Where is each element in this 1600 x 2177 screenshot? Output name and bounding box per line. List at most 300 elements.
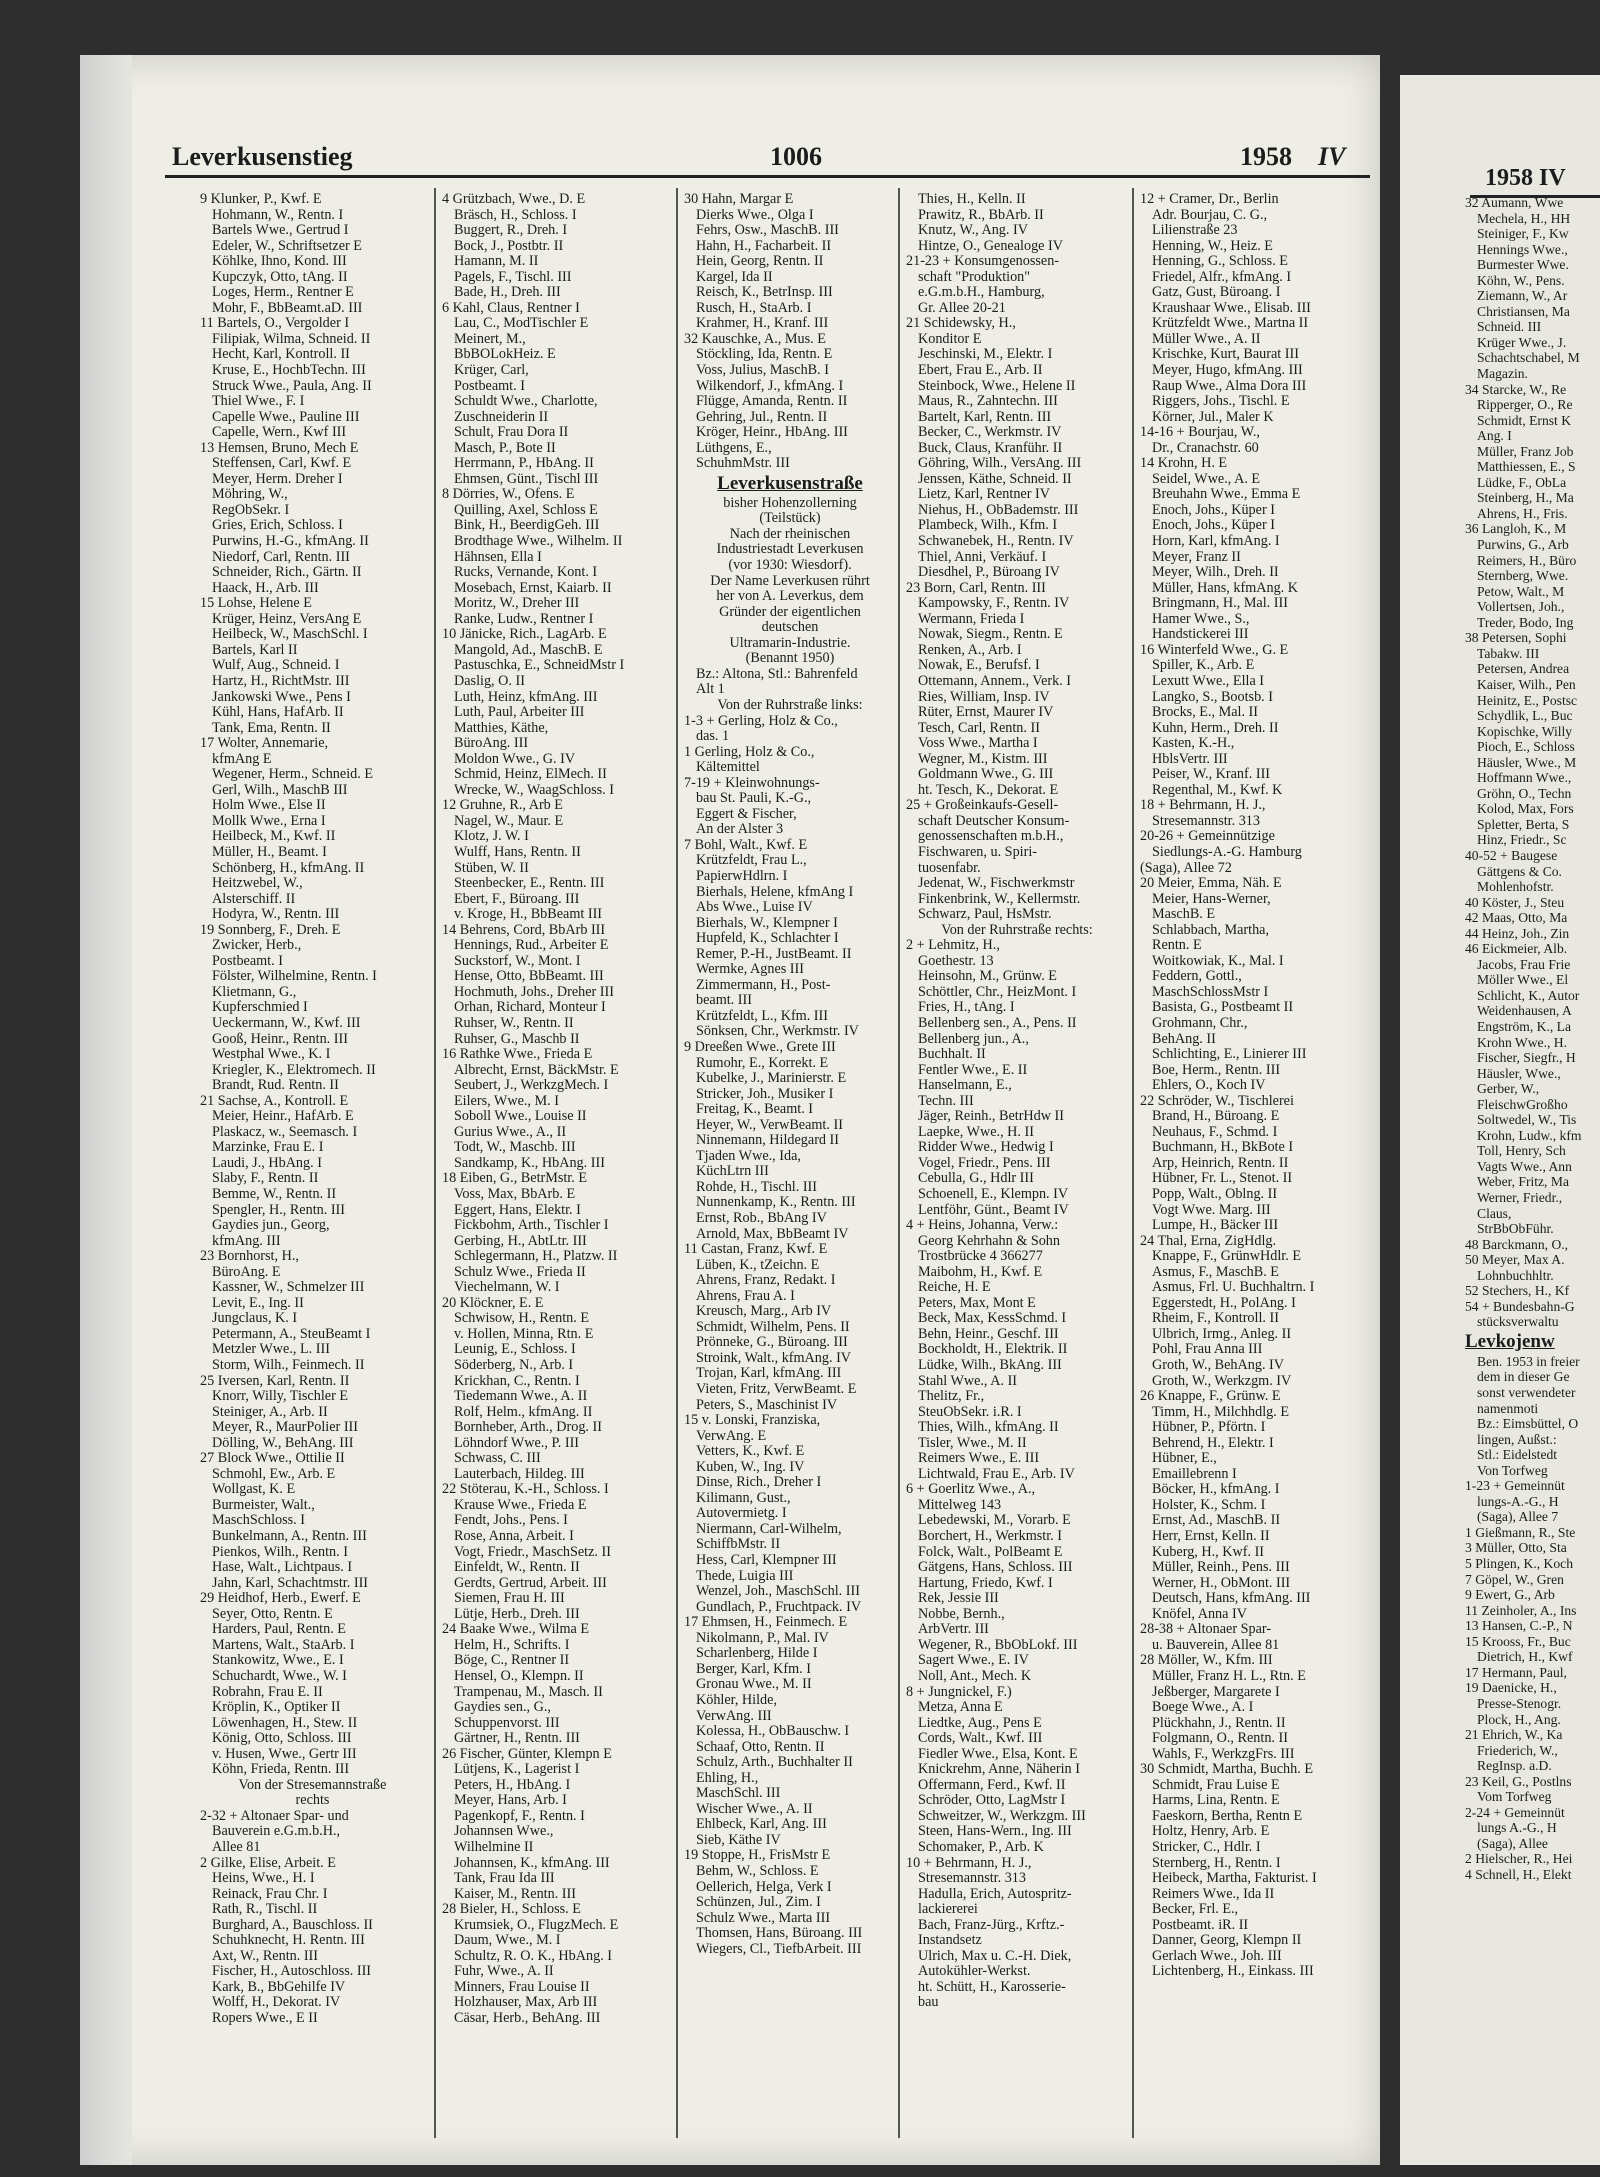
directory-entry: 3 Müller, Otto, Sta [1465, 1540, 1567, 1556]
directory-entry: Peiser, W., Kranf. III [1152, 767, 1271, 783]
directory-entry: 13 Hansen, C.-P., N [1465, 1618, 1573, 1634]
directory-entry: Schaaf, Otto, Rentn. II [696, 1739, 825, 1755]
directory-entry: Sönksen, Chr., Werkmstr. IV [696, 1024, 859, 1040]
directory-entry: Thede, Luigia III [696, 1568, 794, 1584]
directory-entry: Schlicht, K., Autor [1477, 987, 1580, 1003]
directory-entry: Bornheber, Arth., Drog. II [454, 1420, 602, 1436]
directory-entry: Mechela, H., HH [1477, 210, 1571, 226]
directory-entry: Kröplin, K., Optiker II [212, 1700, 341, 1716]
directory-entry: Ehling, H., [696, 1770, 759, 1786]
directory-entry: Ziemann, W., Ar [1477, 288, 1568, 304]
directory-entry: Kilimann, Gust., [696, 1490, 791, 1506]
directory-entry: Gaydies jun., Georg, [212, 1218, 330, 1234]
directory-entry: Petermann, A., SteuBeamt I [212, 1326, 371, 1342]
directory-entry: Krützfeldt, L., Kfm. III [696, 1008, 828, 1024]
directory-entry: Georg Kehrhahn & Sohn [918, 1233, 1060, 1249]
directory-entry: Sternberg, H., Rentn. I [1152, 1855, 1281, 1871]
directory-entry: Meyer, Hans, Arb. I [454, 1793, 567, 1809]
directory-entry: 26 Fischer, Günter, Klempn E [442, 1746, 612, 1762]
directory-entry: schaft "Produktion" [918, 269, 1031, 285]
directory-entry: Kruse, E., HochbTechn. III [212, 363, 366, 379]
directory-entry: Kolessa, H., ObBauschw. I [696, 1724, 850, 1740]
directory-entry: 20 Meier, Emma, Näh. E [1140, 876, 1282, 892]
directory-entry: Wischer Wwe., A. II [696, 1801, 813, 1817]
directory-entry: Liedtke, Aug., Pens E [918, 1715, 1042, 1731]
directory-entry: Emaillebrenn I [1152, 1466, 1237, 1482]
directory-entry: Kuhn, Herm., Dreh. II [1152, 720, 1279, 736]
directory-entry: Kassner, W., Schmelzer III [212, 1280, 365, 1296]
directory-entry: Schwarz, Paul, HsMstr. [918, 907, 1052, 923]
directory-entry: 6 Kahl, Claus, Rentner I [442, 300, 580, 316]
directory-entry: Asmus, F., MaschB. E [1152, 1264, 1279, 1280]
directory-entry: Schlegermann, H., Platzw. II [454, 1249, 618, 1265]
directory-entry: Nobbe, Bernh., [918, 1606, 1005, 1622]
directory-entry: Steinberg, H., Ma [1477, 490, 1574, 506]
directory-entry: Diesdhel, P., Büroang IV [918, 565, 1060, 581]
directory-entry: Müller, Hans, kfmAng. K [1152, 580, 1299, 596]
directory-entry: Bunkelmann, A., Rentn. III [212, 1529, 367, 1545]
directory-entry: Schmidt, Ernst K [1477, 412, 1572, 428]
directory-entry: Schmidt, Frau Luise E [1152, 1777, 1280, 1793]
directory-entry: 28 Bieler, H., Schloss. E [442, 1902, 581, 1918]
directory-entry: Fischer, Siegfr., H [1477, 1050, 1576, 1066]
directory-entry: Beck, Max, KessSchmd. I [918, 1311, 1067, 1327]
directory-entry: 15 v. Lonski, Franziska, [684, 1413, 821, 1429]
directory-entry: 22 Stöterau, K.-H., Schloss. I [442, 1482, 609, 1498]
directory-entry: Jäger, Reinh., BetrHdw II [918, 1109, 1064, 1125]
directory-entry: 7-19 + Kleinwohnungs- [684, 775, 820, 791]
directory-entry: Rolf, Helm., kfmAng. II [454, 1404, 593, 1420]
directory-entry: Gooß, Heinr., Rentn. III [212, 1031, 348, 1047]
directory-entry: (Saga), Allee 7 [1477, 1509, 1559, 1525]
directory-entry: Feddern, Gottl., [1152, 969, 1242, 985]
directory-entry: Buck, Claus, Kranführ. II [918, 440, 1063, 456]
directory-entry: Wenzel, Joh., MaschSchl. III [696, 1584, 860, 1600]
directory-entry: Jeschinski, M., Elektr. I [918, 347, 1053, 363]
directory-entry: Cebulla, G., Hdlr III [918, 1171, 1034, 1187]
directory-entry: Hecht, Karl, Kontroll. II [212, 347, 350, 363]
directory-entry: Köhlke, Ihno, Kond. III [212, 254, 347, 270]
directory-entry: v. Kroge, H., BbBeamt III [454, 907, 603, 923]
directory-entry: Seubert, J., WerkzgMech. I [454, 1078, 609, 1094]
directory-entry: Tisler, Wwe., M. II [918, 1435, 1027, 1451]
directory-entry: Bierhals, Helene, kfmAng I [696, 884, 854, 900]
directory-entry: Todt, W., Maschb. III [454, 1140, 576, 1156]
directory-entry: Gurius Wwe., A., II [454, 1124, 567, 1140]
directory-entry: Kuberg, H., Kwf. II [1152, 1544, 1265, 1560]
directory-entry: Fendt, Johs., Pens. I [454, 1513, 568, 1529]
directory-entry: Ries, William, Insp. IV [918, 689, 1050, 705]
directory-entry: 21 Sachse, A., Kontroll. E [200, 1093, 349, 1109]
directory-entry: VerwAng. E [696, 1428, 767, 1444]
directory-entry: ht. Tesch, K., Dekorat. E [918, 782, 1059, 798]
directory-entry: Bräsch, H., Schloss. I [454, 207, 577, 223]
directory-entry: 7 Bohl, Walt., Kwf. E [684, 837, 808, 853]
directory-entry: 24 Baake Wwe., Wilma E [442, 1622, 590, 1638]
directory-entry: Brandt, Rud. Rentn. II [212, 1078, 339, 1094]
directory-entry: namenmoti [1477, 1400, 1539, 1416]
directory-entry: Holzhauser, Max, Arb III [454, 1995, 598, 2011]
directory-entry: (vor 1930: Wiesdorf). [728, 558, 852, 574]
directory-entry: Meier, Hans-Werner, [1152, 891, 1271, 907]
column-divider [676, 188, 678, 2138]
directory-entry: SchiffbMstr. II [696, 1537, 781, 1553]
directory-entry: Hintze, O., Genealoge IV [918, 238, 1063, 254]
directory-entry: Klotz, J. W. I [454, 829, 529, 845]
directory-entry: 29 Heidhof, Herb., Ewerf. E [200, 1591, 361, 1607]
directory-entry: Prönneke, G., Büroang. III [696, 1335, 848, 1351]
directory-entry: Einfeldt, W., Rentn. II [454, 1560, 580, 1576]
directory-entry: Gundlach, P., Fruchtpack. IV [696, 1599, 862, 1615]
directory-entry: Schlichting, E., Linierer III [1152, 1047, 1307, 1063]
directory-entry: Schuchardt, Wwe., W. I [212, 1668, 347, 1684]
directory-entry: Jankowski Wwe., Pens I [212, 689, 351, 705]
directory-entry: Alt 1 [696, 682, 725, 698]
directory-entry: Kolod, Max, Fors [1477, 801, 1574, 817]
directory-entry: sonst verwendeter [1477, 1385, 1576, 1401]
directory-entry: Krause Wwe., Frieda E [454, 1497, 587, 1513]
directory-entry: Pohl, Frau Anna III [1152, 1342, 1263, 1358]
directory-entry: Ottemann, Annem., Verk. I [918, 673, 1072, 689]
directory-entry: Schwass, C. III [454, 1451, 541, 1467]
directory-entry: Von der Stresemannstraße [238, 1777, 387, 1793]
directory-entry: Allee 81 [212, 1839, 261, 1855]
directory-entry: 9 Ewert, G., Arb [1465, 1587, 1555, 1603]
directory-entry: 20-26 + Gemeinnützige [1140, 829, 1275, 845]
directory-entry: Ulrich, Max u. C.-H. Diek, [918, 1948, 1072, 1964]
directory-entry: Ulbrich, Irmg., Anleg. II [1152, 1326, 1292, 1342]
directory-entry: Scharlenberg, Hilde I [696, 1646, 818, 1662]
directory-entry: lungs A.-G., H [1477, 1820, 1557, 1836]
directory-entry: Der Name Leverkusen rührt [710, 573, 870, 589]
directory-entry: Robrahn, Frau E. II [212, 1684, 323, 1700]
directory-entry: Nikolmann, P., Mal. IV [696, 1630, 829, 1646]
directory-entry: Abs Wwe., Luise IV [696, 900, 813, 916]
directory-entry: Lohnbuchhltr. [1477, 1267, 1554, 1283]
directory-entry: Friedel, Alfr., kfmAng. I [1152, 269, 1292, 285]
directory-entry: Heinsohn, M., Grünw. E [918, 969, 1057, 985]
directory-entry: Voss, Julius, MaschB. I [696, 363, 829, 379]
directory-entry: VerwAng. III [696, 1708, 772, 1724]
directory-entry: Steffensen, Carl, Kwf. E [212, 456, 352, 472]
directory-entry: Purwins, H.-G., kfmAng. II [212, 534, 369, 550]
directory-entry: Kupczyk, Otto, tAng. II [212, 269, 348, 285]
directory-entry: Schweitzer, W., Werkzgm. III [918, 1808, 1086, 1824]
directory-entry: Lietz, Karl, Rentner IV [918, 487, 1050, 503]
directory-entry: Westphal Wwe., K. I [212, 1047, 331, 1063]
directory-entry: 46 Eickmeier, Alb. [1465, 941, 1568, 957]
directory-entry: 2 + Lehmitz, H., [906, 938, 1000, 954]
directory-column-3 [684, 192, 896, 2142]
directory-entry: Jeßberger, Margarete I [1152, 1684, 1280, 1700]
directory-entry: 15 Lohse, Helene E [200, 596, 312, 612]
directory-entry: Stresemannstr. 313 [918, 1871, 1026, 1887]
directory-entry: Industriestadt Leverkusen [716, 542, 864, 558]
directory-entry: Ehmsen, Günt., Tischl III [454, 471, 599, 487]
directory-entry: Voss Wwe., Martha I [918, 736, 1038, 752]
directory-entry: 28-38 + Altonaer Spar- [1140, 1622, 1272, 1638]
directory-entry: Niedorf, Carl, Rentn. III [212, 549, 350, 565]
directory-entry: 40-52 + Baugese [1465, 847, 1558, 863]
directory-entry: Bach, Franz-Jürg., Krftz.- [918, 1917, 1065, 1933]
directory-entry: Kasten, K.-H., [1152, 736, 1235, 752]
directory-entry: (Benannt 1950) [745, 651, 835, 667]
directory-entry: Hess, Carl, Klempner III [696, 1553, 837, 1569]
directory-entry: Schmohl, Ew., Arb. E [212, 1466, 336, 1482]
directory-entry: Vogt, Friedr., MaschSetz. II [454, 1544, 611, 1560]
directory-entry: Becker, C., Werkmstr. IV [918, 425, 1062, 441]
directory-entry: Deutsch, Hans, kfmAng. III [1152, 1591, 1311, 1607]
directory-entry: Heibeck, Martha, Fakturist. I [1152, 1871, 1317, 1887]
directory-entry: Goldmann Wwe., G. III [918, 767, 1054, 783]
directory-entry: Göhring, Wilh., VersAng. III [918, 456, 1082, 472]
directory-entry: Steen, Hans-Wern., Ing. III [918, 1824, 1072, 1840]
directory-entry: Meyer, R., MaurPolier III [212, 1420, 358, 1436]
directory-entry: Handstickerei III [1152, 627, 1249, 643]
directory-entry: rechts [295, 1793, 330, 1809]
directory-entry: Stüben, W. II [454, 860, 529, 876]
directory-entry: Cäsar, Herb., BehAng. III [454, 2010, 601, 2026]
directory-entry: Engström, K., La [1477, 1018, 1572, 1034]
directory-entry: Schulz Wwe., Frieda II [454, 1264, 586, 1280]
directory-entry: Fries, H., tAng. I [918, 1000, 1015, 1016]
directory-entry: Hodyra, W., Rentn. III [212, 907, 340, 923]
directory-entry: Bellenberg jun., A., [918, 1031, 1029, 1047]
directory-entry: BüroAng. E [212, 1264, 281, 1280]
directory-entry: schaft Deutscher Konsum- [918, 813, 1070, 829]
directory-entry: lackiererei [918, 1902, 978, 1918]
directory-entry: Spiller, K., Arb. E [1152, 658, 1255, 674]
directory-entry: Ehlbeck, Karl, Ang. III [696, 1817, 827, 1833]
directory-entry: Offermann, Ferd., Kwf. II [918, 1777, 1066, 1793]
directory-entry: 25 + Großeinkaufs-Gesell- [906, 798, 1059, 814]
directory-entry: Ueckermann, W., Kwf. III [212, 1015, 361, 1031]
directory-entry: Kröger, Heinr., HbAng. III [696, 425, 848, 441]
directory-entry: Bock, J., Postbtr. II [454, 238, 564, 254]
directory-entry: Schoenell, E., Klempn. IV [918, 1187, 1069, 1202]
directory-entry: Rath, R., Tischl. II [212, 1902, 318, 1918]
directory-entry: Gronau Wwe., M. II [696, 1677, 812, 1693]
directory-entry: Rusch, H., StaArb. I [696, 300, 812, 316]
directory-entry: 7 Göpel, W., Gren [1465, 1571, 1564, 1587]
directory-entry: Hübner, P., Pförtn. I [1152, 1420, 1266, 1436]
directory-entry: Lüben, K., tZeichn. E [696, 1257, 820, 1273]
directory-entry: Arp, Heinrich, Rentn. II [1152, 1155, 1289, 1171]
directory-entry: Pioch, E., Schloss [1477, 739, 1575, 755]
directory-entry: Kriegler, K., Elektromech. II [212, 1062, 376, 1078]
directory-entry: Hähnsen, Ella I [454, 549, 542, 565]
directory-entry: Thiel, Anni, Verkäuf. I [918, 549, 1047, 565]
directory-entry: Ultramarin-Industrie. [729, 635, 851, 651]
directory-entry: e.G.m.b.H., Hamburg, [918, 285, 1045, 301]
directory-entry: Reisch, K., BetrInsp. III [696, 285, 833, 301]
directory-entry: lungs-A.-G., H [1477, 1493, 1559, 1509]
page-number: 1006 [770, 142, 822, 171]
directory-entry: Groth, W., Werkzgm. IV [1152, 1373, 1292, 1389]
directory-entry: RegObSekr. I [212, 502, 290, 518]
directory-entry: deutschen [761, 620, 819, 636]
directory-entry: Regenthal, M., Kwf. K [1152, 782, 1283, 798]
directory-entry: bisher Hohenzollerning [723, 495, 857, 511]
directory-entry: Axt, W., Rentn. III [212, 1948, 319, 1964]
directory-entry: Kark, B., BbGehilfe IV [212, 1979, 346, 1995]
directory-entry: her von A. Leverkus, dem [716, 589, 864, 605]
directory-entry: Horn, Karl, kfmAng. I [1152, 534, 1280, 550]
directory-entry: 6 + Goerlitz Wwe., A., [906, 1482, 1036, 1498]
directory-entry: 1-3 + Gerling, Holz & Co., [684, 713, 838, 729]
directory-entry: Ernst, Rob., BbAng IV [696, 1211, 827, 1226]
directory-entry: Nach der rheinischen [729, 526, 851, 542]
directory-entry: 11 Bartels, O., Vergolder I [200, 316, 350, 332]
directory-entry: Schröder, Otto, LagMstr I [918, 1793, 1066, 1809]
directory-entry: Stl.: Eidelstedt [1477, 1447, 1558, 1463]
directory-entry: Harders, Paul, Rentn. E [212, 1622, 346, 1638]
directory-entry: Hahn, H., Facharbeit. II [696, 238, 832, 254]
directory-entry: Gättgens & Co. [1477, 863, 1562, 879]
directory-entry: 32 Kauschke, A., Mus. E [684, 331, 826, 347]
directory-entry: Steiniger, F., Kw [1477, 226, 1569, 242]
directory-entry: 40 Köster, J., Steu [1465, 894, 1565, 910]
directory-entry: Holster, K., Schm. I [1152, 1497, 1266, 1513]
directory-entry: Knappe, F., GrünwHdlr. E [1152, 1249, 1301, 1265]
directory-entry: 18 Eiben, G., BetrMstr. E [442, 1171, 588, 1187]
directory-entry: Ben. 1953 in freier [1477, 1353, 1580, 1369]
directory-entry: Gerlach Wwe., Joh. III [1152, 1948, 1282, 1964]
directory-entry: Bemme, W., Rentn. II [212, 1187, 337, 1202]
directory-entry: (Teilstück) [759, 511, 821, 527]
directory-entry: Johannsen, K., kfmAng. III [454, 1855, 610, 1871]
directory-entry: Sandkamp, K., HbAng. III [454, 1155, 605, 1171]
directory-entry: beamt. III [696, 993, 752, 1009]
directory-entry: Helm, H., Schrifts. I [454, 1637, 570, 1653]
street-heading: Levkojenw [1465, 1330, 1555, 1352]
directory-entry: Leunig, E., Schloss. I [454, 1342, 576, 1358]
directory-entry: Lichtwald, Frau E., Arb. IV [918, 1466, 1075, 1482]
directory-entry: Rentn. E [1152, 938, 1202, 954]
directory-entry: Niehus, H., ObBademstr. III [918, 502, 1079, 518]
directory-entry: Martens, Walt., StaArb. I [212, 1637, 355, 1653]
directory-entry: Ernst, Ad., MaschB. II [1152, 1513, 1281, 1529]
directory-entry: 52 Stechers, H., Kf [1465, 1283, 1570, 1299]
directory-entry: HblsVertr. III [1152, 751, 1228, 767]
directory-entry: Stroink, Walt., kfmAng. IV [696, 1350, 852, 1366]
directory-entry: Maibohm, H., Kwf. E [918, 1264, 1043, 1280]
directory-entry: Zuschneiderin II [454, 409, 549, 425]
directory-entry: 30 Hahn, Margar E [684, 192, 794, 207]
directory-entry: 21-23 + Konsumgenossen- [906, 254, 1060, 270]
directory-entry: 14-16 + Bourjau, W., [1140, 425, 1260, 441]
directory-entry: Müller, Reinh., Pens. III [1152, 1560, 1290, 1576]
running-head-street: Leverkusenstieg [172, 142, 353, 171]
directory-entry: Holtz, Henry, Arb. E [1152, 1824, 1270, 1840]
directory-entry: Ehlers, O., Koch IV [1152, 1078, 1266, 1094]
directory-entry: An der Alster 3 [696, 822, 784, 838]
directory-entry: 19 Stoppe, H., FrisMstr E [684, 1848, 831, 1864]
directory-entry: Petow, Walt., M [1477, 583, 1565, 599]
directory-entry: Knöfel, Anna IV [1152, 1606, 1247, 1622]
directory-entry: Knickrehm, Anne, Näherin I [918, 1762, 1080, 1778]
directory-entry: Vieten, Fritz, VerwBeamt. E [696, 1382, 857, 1398]
directory-entry: Dinse, Rich., Dreher I [696, 1475, 822, 1491]
directory-entry: Fehrs, Osw., MaschB. III [696, 223, 839, 239]
directory-entry: Burghard, A., Bauschloss. II [212, 1917, 373, 1933]
directory-entry: Noll, Ant., Mech. K [918, 1668, 1032, 1684]
directory-entry: Nowak, Siegm., Rentn. E [918, 627, 1063, 643]
directory-entry: Zimmermann, H., Post- [696, 977, 831, 993]
directory-entry: Becker, Frl. E., [1152, 1902, 1239, 1918]
directory-entry: Hamer Wwe., S., [1152, 611, 1250, 627]
directory-entry: Werner, H., ObMont. III [1152, 1575, 1291, 1591]
directory-entry: Schydlik, L., Buc [1477, 708, 1573, 724]
directory-entry: 34 Starcke, W., Re [1465, 381, 1567, 397]
directory-entry: MaschB. E [1152, 907, 1216, 923]
directory-entry: Behn, Heinr., Geschf. III [918, 1326, 1059, 1342]
directory-entry: 10 Jänicke, Rich., LagArb. E [442, 627, 607, 643]
header-volume: IV [1318, 142, 1346, 171]
directory-entry: Thelitz, Fr., [918, 1389, 985, 1405]
directory-entry: Tank, Frau Ida III [454, 1871, 555, 1887]
directory-entry: Lexutt Wwe., Ella I [1152, 673, 1265, 689]
directory-entry: 21 Schidewsky, H., [906, 316, 1016, 332]
directory-entry: Lütjens, K., Lagerist I [454, 1762, 580, 1778]
directory-entry: Heilbeck, M., Kwf. II [212, 829, 336, 845]
directory-entry: Arnold, Max, BbBeamt IV [696, 1226, 849, 1242]
directory-entry: Viechelmann, W. I [454, 1280, 560, 1296]
directory-entry: 8 Dörries, W., Ofens. E [442, 487, 575, 503]
directory-entry: Bockholdt, H., Elektrik. II [918, 1342, 1068, 1358]
directory-entry: kfmAng. III [212, 1233, 281, 1249]
directory-entry: Basista, G., Postbeamt II [1152, 1000, 1294, 1016]
directory-entry: genossenschaften m.b.H., [918, 829, 1064, 845]
directory-entry: Meyer, Herm. Dreher I [212, 471, 343, 487]
directory-entry: Bellenberg sen., A., Pens. II [918, 1015, 1077, 1031]
directory-entry: Hein, Georg, Rentn. II [696, 254, 824, 270]
directory-entry: 50 Meyer, Max A. [1465, 1252, 1565, 1268]
directory-entry: 30 Schmidt, Martha, Buchh. E [1140, 1762, 1313, 1778]
directory-entry: 8 + Jungnickel, F.) [906, 1684, 1012, 1700]
directory-entry: 9 Dreeßen Wwe., Grete III [684, 1039, 836, 1055]
directory-entry: Siemen, Frau H. III [454, 1591, 565, 1607]
directory-entry: Bartels Wwe., Gertrud I [212, 223, 349, 239]
directory-entry: RegInsp. a.D. [1477, 1758, 1552, 1774]
directory-entry: Werner, Friedr., [1477, 1190, 1563, 1205]
directory-entry: Remer, P.-H., JustBeamt. II [696, 946, 852, 962]
directory-entry: Gröhn, O., Techn [1477, 785, 1572, 801]
directory-entry: Häusler, Wwe., M [1477, 754, 1577, 770]
directory-entry: Jenssen, Käthe, Schneid. II [918, 471, 1072, 487]
directory-entry: 2 Hielscher, R., Hei [1465, 1851, 1573, 1867]
directory-entry: Neuhaus, F., Schmd. I [1152, 1124, 1278, 1140]
directory-entry: Buggert, R., Dreh. I [454, 223, 568, 239]
directory-entry: Gerdts, Gertrud, Arbeit. III [454, 1575, 607, 1591]
directory-entry: 18 + Behrmann, H. J., [1140, 798, 1266, 814]
directory-entry: Steinbock, Wwe., Helene II [918, 378, 1076, 394]
directory-entry: 1 Gießmann, R., Ste [1465, 1524, 1576, 1540]
directory-entry: Trostbrücke 4 366277 [918, 1249, 1043, 1265]
directory-entry: Wegener, R., BbObLokf. III [918, 1637, 1078, 1653]
directory-entry: Magazin. [1477, 366, 1528, 382]
directory-entry: Kaiser, M., Rentn. III [454, 1886, 576, 1902]
directory-entry: Peters, H., HbAng. I [454, 1777, 571, 1793]
directory-entry: Luth, Paul, Arbeiter III [454, 705, 585, 721]
directory-entry: Herrmann, P., HbAng. II [454, 456, 594, 472]
directory-entry: Siedlungs-A.-G. Hamburg [1152, 844, 1302, 860]
directory-entry: 4 Schnell, H., Elekt [1465, 1866, 1572, 1882]
directory-entry: Ang. I [1477, 428, 1512, 444]
directory-entry: Rek, Jessie III [918, 1591, 999, 1607]
directory-entry: Köhn, Frieda, Rentn. III [212, 1762, 350, 1778]
directory-entry: Wiegers, Cl., TiefbArbeit. III [696, 1941, 862, 1957]
